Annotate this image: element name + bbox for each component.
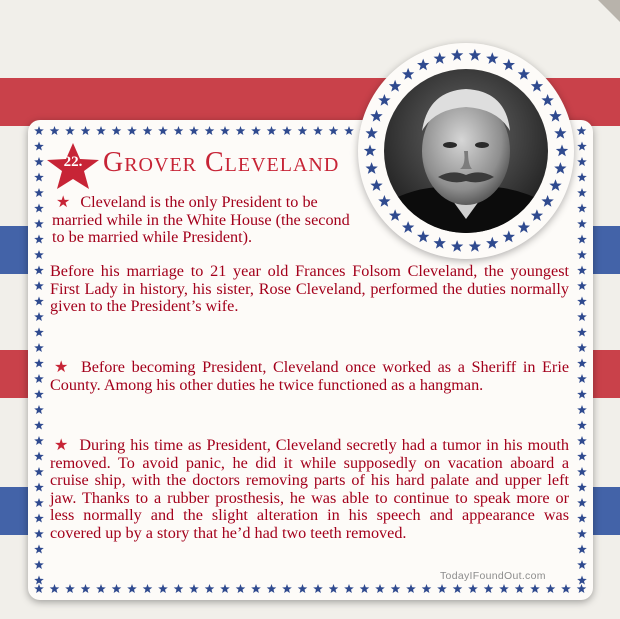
star-icon — [577, 560, 587, 569]
star-icon — [577, 359, 587, 368]
star-icon — [65, 126, 75, 135]
star-icon — [34, 312, 44, 321]
star-icon — [434, 237, 446, 249]
star-icon — [96, 126, 106, 135]
star-icon — [577, 405, 587, 414]
star-icon — [577, 188, 587, 197]
star-icon — [34, 545, 44, 554]
star-icon — [577, 514, 587, 523]
star-icon — [366, 127, 378, 139]
star-icon — [577, 142, 587, 151]
star-icon — [34, 219, 44, 228]
star-icon — [391, 584, 401, 593]
star-icon — [34, 343, 44, 352]
fact-1-text: Cleveland is the only President to be married while in the White House (the second to be married while President). — [52, 193, 350, 246]
star-icon — [468, 584, 478, 593]
star-icon — [577, 312, 587, 321]
star-icon — [469, 240, 481, 252]
star-icon — [50, 584, 60, 593]
star-icon — [34, 390, 44, 399]
star-icon — [577, 343, 587, 352]
star-icon — [34, 498, 44, 507]
star-icon — [236, 584, 246, 593]
star-icon — [406, 584, 416, 593]
star-icon — [556, 145, 568, 157]
star-icon — [174, 584, 184, 593]
star-icon — [515, 584, 525, 593]
star-icon — [486, 237, 498, 249]
star-icon — [267, 584, 277, 593]
star-icon — [549, 110, 561, 122]
portrait-image — [384, 69, 548, 233]
star-icon — [282, 126, 292, 135]
star-icon — [577, 390, 587, 399]
star-icon — [34, 374, 44, 383]
star-icon — [34, 560, 44, 569]
star-icon — [577, 157, 587, 166]
star-icon — [236, 126, 246, 135]
page-title: Grover Cleveland — [103, 147, 340, 178]
star-icon — [370, 110, 382, 122]
star-icon — [34, 235, 44, 244]
star-icon — [453, 584, 463, 593]
star-icon — [549, 179, 561, 191]
page-curl — [598, 0, 620, 22]
star-icon — [577, 173, 587, 182]
president-number: 22. — [63, 154, 83, 170]
star-icon — [251, 584, 261, 593]
star-icon — [34, 576, 44, 585]
star-icon — [364, 145, 376, 157]
star-icon — [189, 584, 199, 593]
star-icon — [313, 126, 323, 135]
fact-3 — [50, 437, 569, 542]
fact-1-continued: Before his marriage to 21 year old Frances Folsom Cleveland, the youngest First Lady in history, his sister, Rose Cleveland, performed the duties normally given to the President’s wife. — [50, 262, 569, 315]
star-icon — [34, 436, 44, 445]
star-icon — [34, 266, 44, 275]
star-icon — [205, 584, 215, 593]
star-icon — [34, 328, 44, 337]
star-icon — [561, 584, 571, 593]
star-icon — [484, 584, 494, 593]
star-icon — [34, 250, 44, 259]
star-icon — [577, 126, 587, 135]
star-icon — [158, 126, 168, 135]
star-icon — [577, 328, 587, 337]
star-icon — [577, 204, 587, 213]
star-icon — [282, 584, 292, 593]
star-icon — [313, 584, 323, 593]
fact-2 — [50, 359, 569, 394]
star-icon — [112, 584, 122, 593]
star-icon — [554, 127, 566, 139]
star-icon — [360, 584, 370, 593]
star-icon — [434, 52, 446, 64]
star-icon — [34, 359, 44, 368]
star-icon — [577, 576, 587, 585]
star-icon: ★ — [56, 194, 71, 211]
star-icon — [577, 436, 587, 445]
star-icon — [298, 126, 308, 135]
star-icon — [81, 584, 91, 593]
star-icon — [158, 584, 168, 593]
star-icon — [65, 584, 75, 593]
star-icon — [366, 162, 378, 174]
star-icon: ★ — [54, 437, 70, 454]
star-icon — [34, 405, 44, 414]
star-icon — [189, 126, 199, 135]
star-icon — [112, 126, 122, 135]
star-icon: ★ — [54, 359, 71, 376]
star-icon — [34, 157, 44, 166]
star-icon — [267, 126, 277, 135]
star-icon — [127, 126, 137, 135]
star-icon — [50, 126, 60, 135]
star-icon — [577, 219, 587, 228]
star-icon — [81, 126, 91, 135]
fact-3-text: During his time as President, Cleveland secretly had a tumor in his mouth removed. To avoid panic, he did it while supposedly on vacation aboard a cruise ship, with the doctors removing parts of his hard palate and upper left jaw. Thanks to a rubber prosthesis, he was able to continue to speak more or less normally and the slight alteration in his speech and appearance was covered up by a story that he’d had two teeth removed. — [50, 436, 569, 542]
star-icon — [499, 584, 509, 593]
star-icon — [577, 452, 587, 461]
star-icon — [34, 281, 44, 290]
star-icon — [554, 162, 566, 174]
star-icon — [34, 188, 44, 197]
star-icon — [34, 467, 44, 476]
star-icon — [344, 126, 354, 135]
star-icon — [577, 483, 587, 492]
star-icon — [577, 529, 587, 538]
star-icon — [34, 452, 44, 461]
star-icon — [437, 584, 447, 593]
fact-1 — [52, 194, 362, 247]
star-icon — [577, 421, 587, 430]
star-icon — [220, 126, 230, 135]
star-icon — [577, 467, 587, 476]
watermark: TodayIFoundOut.com — [440, 570, 546, 582]
star-icon — [530, 584, 540, 593]
star-icon — [34, 297, 44, 306]
star-icon — [577, 281, 587, 290]
star-icon — [577, 584, 587, 593]
fact-2-text: Before becoming President, Cleveland once worked as a Sheriff in Erie County. Among his other duties he twice functioned as a hangman. — [50, 358, 570, 394]
star-icon — [375, 584, 385, 593]
star-icon — [577, 374, 587, 383]
star-icon — [546, 584, 556, 593]
star-icon — [469, 49, 481, 61]
star-icon — [34, 173, 44, 182]
star-icon — [127, 584, 137, 593]
star-icon — [34, 142, 44, 151]
star-icon — [205, 126, 215, 135]
star-icon — [577, 235, 587, 244]
star-icon — [143, 584, 153, 593]
star-icon — [34, 421, 44, 430]
star-icon — [422, 584, 432, 593]
star-icon — [329, 126, 339, 135]
star-icon — [577, 297, 587, 306]
star-icon — [486, 52, 498, 64]
star-icon — [451, 240, 463, 252]
star-icon — [298, 584, 308, 593]
star-icon — [34, 204, 44, 213]
star-icon — [34, 514, 44, 523]
star-icon — [577, 498, 587, 507]
star-icon — [577, 545, 587, 554]
star-icon — [451, 49, 463, 61]
star-icon — [34, 126, 44, 135]
star-icon — [329, 584, 339, 593]
star-icon — [251, 126, 261, 135]
star-icon — [34, 529, 44, 538]
star-icon — [370, 179, 382, 191]
star-icon — [96, 584, 106, 593]
star-icon — [577, 250, 587, 259]
star-icon — [344, 584, 354, 593]
star-icon — [174, 126, 184, 135]
star-icon — [34, 483, 44, 492]
star-icon — [577, 266, 587, 275]
star-icon — [143, 126, 153, 135]
star-icon — [34, 584, 44, 593]
star-icon — [220, 584, 230, 593]
